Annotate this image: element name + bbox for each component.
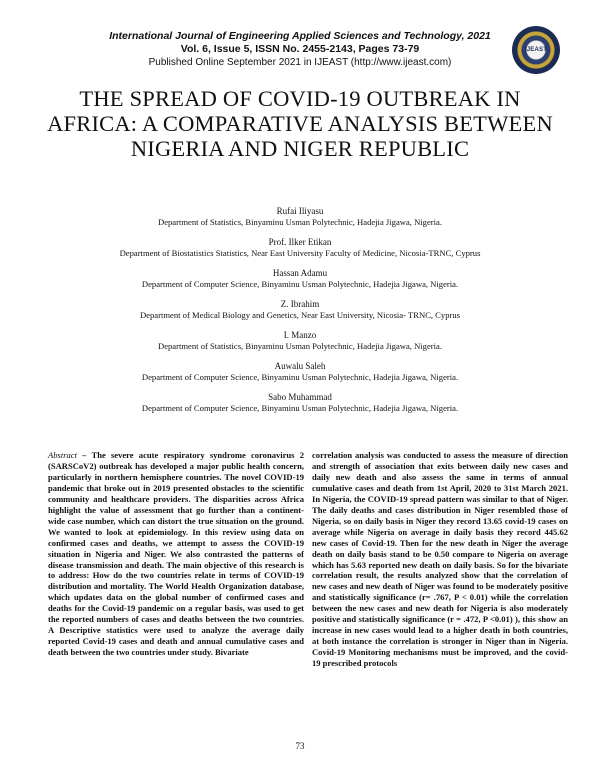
author-block xyxy=(0,392,600,414)
author-name: Prof. Ilker Etikan xyxy=(268,237,332,247)
author-name: Hassan Adamu xyxy=(272,268,328,278)
author-affiliation: Department of Computer Science, Binyaminu Usman Polytechnic, Hadejia Jigawa, Nigeria. xyxy=(141,403,459,413)
author-affiliation: Department of Statistics, Binyaminu Usman Polytechnic, Hadejia Jigawa, Nigeria. xyxy=(157,341,442,351)
journal-name: International Journal of Engineering Applied Sciences and Technology, 2021 xyxy=(109,30,491,42)
author-block xyxy=(0,299,600,321)
author-block xyxy=(0,330,600,352)
abstract-column-left xyxy=(48,450,304,658)
abstract-text-left: – The severe acute respiratory syndrome coronavirus 2 (SARSCoV2) outbreak has developed a major public health concern, particularly in northern hemisphere countries. The novel COVID-19 pandemic that broke out in 2019 presented obstacles to the scientific community and healthcare providers. The disparities across Africa highlight the value of assessment that go further than a continent- wide case number, which can distort the true situation on the ground. We wanted to look at epidemiology. In this review using data on confirmed cases and deaths, we attempt to assess the COVID-19 situation in Nigeria and Niger. We also contrasted the patterns of disease transmission and death. The main objective of this research is to address: How do the two countries relate in terms of COVID-19 distribution and mortality. The World Health Organization database, which updates data on the global number of confirmed cases and deaths for the Covid-19 pandemic on a regular basis, was used to get the reported numbers of cases and deaths between the two countries. A Descriptive statistics were used to analyze the average daily reported Covid-19 cases and death and annual cumulative cases and death between the two countries under study. Bivariate xyxy=(48,450,304,658)
author-block xyxy=(0,206,600,228)
author-name: I. Manzo xyxy=(283,330,317,340)
author-affiliation: Department of Computer Science, Binyaminu Usman Polytechnic, Hadejia Jigawa, Nigeria. xyxy=(141,372,459,382)
author-name: Z. Ibrahim xyxy=(280,299,320,309)
author-name: Sabo Muhammad xyxy=(268,392,332,402)
author-affiliation: Department of Medical Biology and Genetics, Near East University, Nicosia- TRNC, Cyprus xyxy=(139,310,461,320)
page-number: 73 xyxy=(295,741,305,751)
author-name: Auwalu Saleh xyxy=(274,361,326,371)
author-affiliation: Department of Biostatistics Statistics, Near East University Faculty of Medicine, Nicosia-TRNC, Cyprus xyxy=(119,248,481,258)
author-affiliation: Department of Statistics, Binyaminu Usman Polytechnic, Hadejia Jigawa, Nigeria. xyxy=(157,217,442,227)
logo-text: IJEAST xyxy=(524,47,548,53)
author-block xyxy=(0,268,600,290)
author-block xyxy=(0,237,600,259)
journal-logo xyxy=(512,26,560,74)
journal-header xyxy=(0,30,600,69)
abstract-column-right xyxy=(312,450,568,669)
author-list xyxy=(0,206,600,423)
journal-published: Published Online September 2021 in IJEAST (http://www.ijeast.com) xyxy=(148,57,452,68)
author-affiliation: Department of Computer Science, Binyaminu Usman Polytechnic, Hadejia Jigawa, Nigeria. xyxy=(141,279,459,289)
paper-title: THE SPREAD OF COVID-19 OUTBREAK IN AFRICA: A COMPARATIVE ANALYSIS BETWEEN NIGERIA AND NIGER REPUBLIC xyxy=(47,86,553,161)
abstract-label: Abstract xyxy=(48,450,77,460)
author-block xyxy=(0,361,600,383)
author-name: Rufai Iliyasu xyxy=(276,206,324,216)
abstract-text-right: correlation analysis was conducted to assess the measure of direction and strength of association that exits between daily new cases and daily new death and also assess the same in terms of annual cumulative cases and death from 1st April, 2020 to 31st March 2021. In Nigeria, the COVID-19 spread pattern was similar to that of Niger. The daily deaths and cases distribution in Niger resembled those of Nigeria, so on daily basis in Niger they record 13.65 covid-19 cases on average while Nigeria on average in daily basis they record 445.62 new cases of Covid-19. Then for the new death in Niger the average death on daily basis stand to be 0.50 compare to Nigeria on average which has 5.63 reported new death on daily basis. So for the bivariate correlation result, the results analyzed show that the correlation of new cases and new death of Niger was found to be moderately positive and statistically significance (r= .767, P < 0.01) while the correlation between the new cases and new death for Nigeria is also moderately positive and statistically significance (r = .472, P <0.01) ), this show an increase in new cases would lead to a higher death in both countries, at both instance the correlation is stronger in Niger than in Nigeria. Covid-19 Monitoring mechanisms must be improved, and the covid-19 prescribed protocols xyxy=(312,450,568,669)
journal-volume: Vol. 6, Issue 5, ISSN No. 2455-2143, Pages 73-79 xyxy=(180,43,420,55)
